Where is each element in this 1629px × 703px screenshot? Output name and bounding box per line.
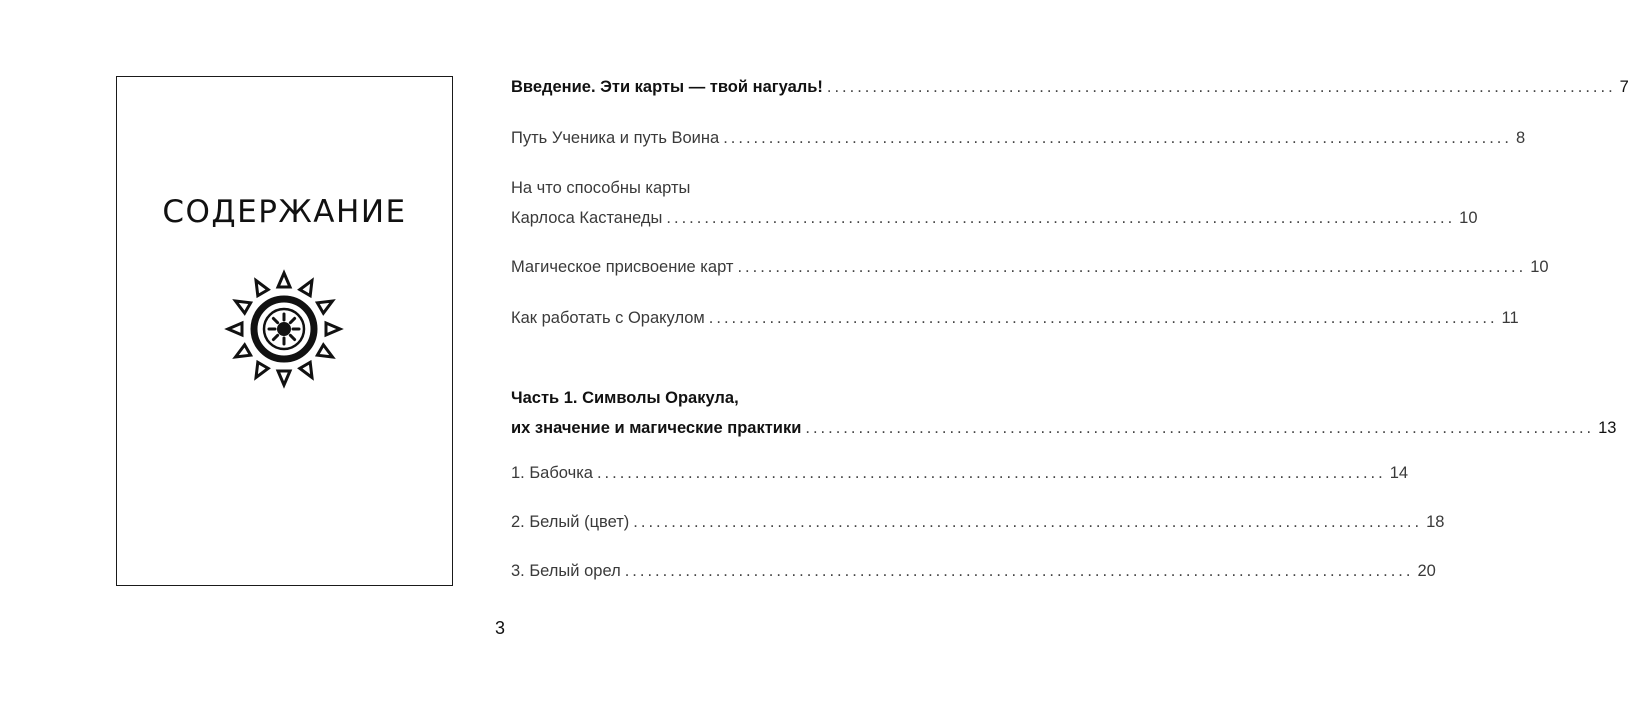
sun-spoke [290, 318, 294, 322]
sun-ray [236, 345, 251, 357]
sun-spoke [273, 318, 277, 322]
toc-leader: ........................................................................................................ [633, 513, 1423, 531]
toc-entry-oracle[interactable] [511, 303, 1519, 333]
toc-entry-part1[interactable] [511, 383, 1617, 443]
page-number: 3 [494, 618, 505, 638]
sun-spoke [290, 335, 294, 339]
toc-entry-title: Карлоса Кастанеды [511, 209, 663, 227]
toc-entry-capabilities[interactable] [511, 173, 1478, 233]
toc-entry-title-line1: На что способны карты [511, 179, 691, 197]
toc-entry-page: 11 [1501, 309, 1519, 327]
sun-ray [300, 281, 312, 296]
toc-entry-page: 10 [1530, 258, 1549, 276]
toc-entry-title: Введение. Эти карты — твой нагуаль! [511, 78, 823, 96]
contents-frame [116, 76, 453, 586]
toc-entry-white-eagle[interactable] [511, 556, 1436, 586]
toc-leader: ........................................................................................................ [666, 209, 1456, 227]
toc-entry-page: 20 [1417, 562, 1436, 580]
sun-ray [317, 301, 332, 313]
toc-leader: ........................................................................................................ [708, 309, 1498, 327]
toc-leader: ........................................................................................................ [805, 419, 1595, 437]
toc-leader: ........................................................................................................ [737, 258, 1527, 276]
toc-entry-title-line1: Часть 1. Символы Оракула, [511, 389, 739, 407]
sun-ray [326, 323, 340, 335]
toc-entry-appropriation[interactable] [511, 252, 1549, 282]
toc-entry-title: Магическое присвоение карт [511, 258, 734, 276]
contents-heading: СОДЕРЖАНИЕ [162, 194, 407, 230]
toc-entry-introduction[interactable] [511, 72, 1629, 102]
sun-ray [256, 362, 268, 377]
sun-ray [228, 323, 242, 335]
toc-leader: ........................................................................................................ [826, 78, 1616, 96]
toc-entry-title: Как работать с Оракулом [511, 309, 705, 327]
toc-entry-title: 2. Белый (цвет) [511, 513, 630, 531]
toc-entry-page: 7 [1619, 78, 1629, 96]
toc-entry-butterfly[interactable] [511, 458, 1409, 488]
sun-spoke [273, 335, 277, 339]
sun-ray [278, 371, 290, 385]
toc-entry-title: Путь Ученика и путь Воина [511, 129, 720, 147]
toc-entry-page: 13 [1598, 419, 1617, 437]
sun-ray [300, 362, 312, 377]
toc-entry-title: 3. Белый орел [511, 562, 621, 580]
toc-leader: ........................................................................................................ [596, 464, 1386, 482]
toc-entry-page: 8 [1515, 129, 1526, 147]
toc-entry-path[interactable] [511, 123, 1526, 153]
toc-entry-page: 18 [1426, 513, 1445, 531]
sun-emblem-icon [222, 267, 346, 391]
toc-leader: ........................................................................................................ [624, 562, 1414, 580]
toc-entry-page: 10 [1459, 209, 1478, 227]
sun-ray [256, 281, 268, 296]
toc-entry-page: 14 [1389, 464, 1409, 482]
sun-ray [236, 301, 251, 313]
toc-entry-title: их значение и магические практики [511, 419, 802, 437]
toc-entry-white-color[interactable] [511, 507, 1445, 537]
sun-ray [317, 345, 332, 357]
toc-leader: ........................................................................................................ [723, 129, 1512, 147]
toc-entry-title: 1. Бабочка [511, 464, 593, 482]
sun-ray [278, 273, 290, 287]
